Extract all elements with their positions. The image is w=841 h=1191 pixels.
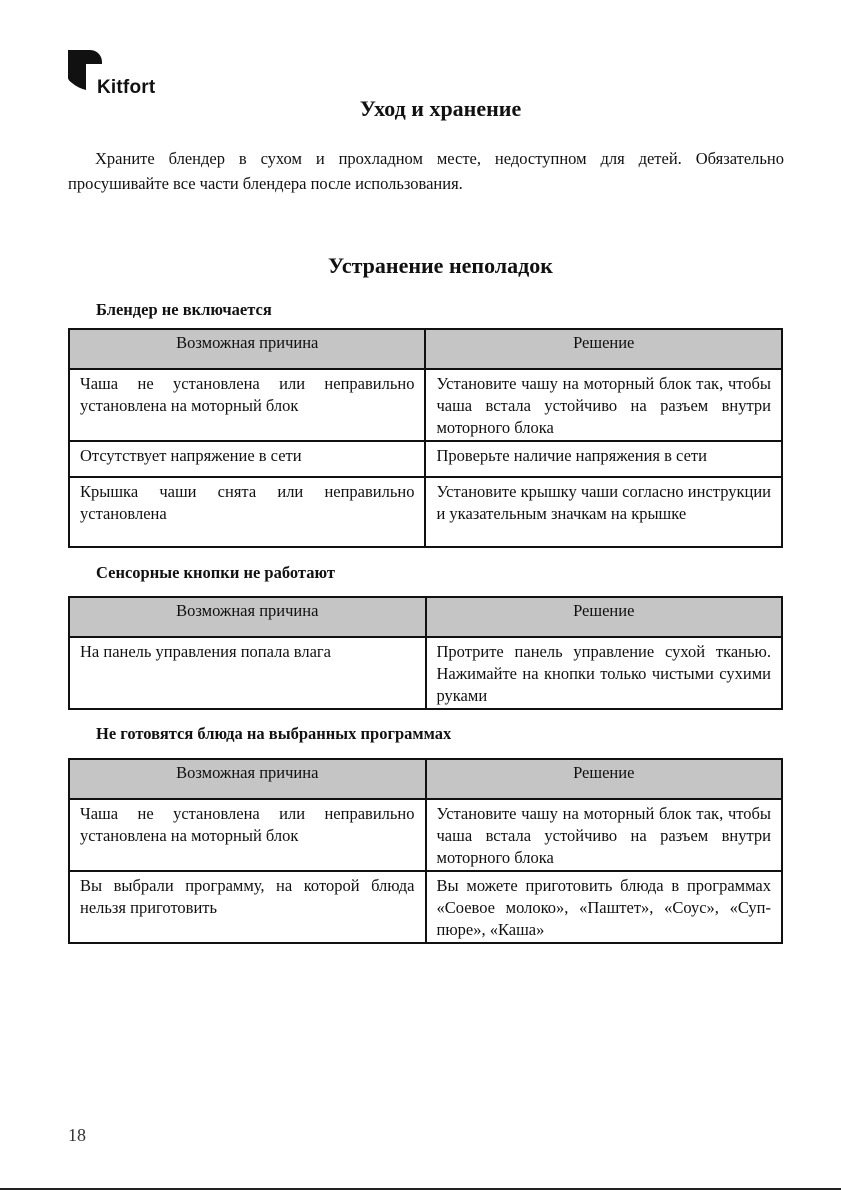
column-header-cause: Возможная причина	[69, 597, 426, 637]
column-header-cause: Возможная причина	[69, 329, 425, 369]
page-bottom-rule	[0, 1188, 841, 1190]
section-heading: Блендер не включается	[96, 300, 272, 319]
troubleshooting-table	[68, 328, 783, 548]
solution-cell: Протрите панель управление сухой тканью. Нажимайте на кнопки только чистыми сухими руками	[426, 637, 783, 709]
care-title: Уход и хранение	[359, 96, 522, 121]
solution-cell: Установите крышку чаши согласно инструкции и указательным значкам на крышке	[425, 477, 782, 547]
page-number: 18	[68, 1125, 86, 1145]
column-header-solution: Решение	[426, 597, 783, 637]
table-row	[69, 871, 782, 943]
column-header-solution: Решение	[426, 759, 783, 799]
table-row	[69, 477, 782, 547]
table-row	[69, 637, 782, 709]
column-header-solution: Решение	[425, 329, 782, 369]
table-row	[69, 441, 782, 477]
solution-cell: Установите чашу на моторный блок так, чтобы чаша встала устойчиво на разъем внутри моторного блока	[426, 799, 783, 871]
table-row	[69, 799, 782, 871]
troubleshooting-table	[68, 758, 783, 944]
solution-cell: Установите чашу на моторный блок так, чтобы чаша встала устойчиво на разъем внутри моторного блока	[425, 369, 782, 441]
care-paragraph: Храните блендер в сухом и прохладном месте, недоступном для детей. Обязательно просушивайте все части блендера после использования.	[68, 149, 784, 193]
solution-cell: Вы можете приготовить блюда в программах «Соевое молоко», «Паштет», «Соус», «Суп-пюре», «Каша»	[426, 871, 783, 943]
section-heading: Сенсорные кнопки не работают	[96, 563, 335, 582]
table-header-row	[69, 759, 782, 799]
cause-cell: Вы выбрали программу, на которой блюда нельзя приготовить	[69, 871, 426, 943]
brand-name: Kitfort	[97, 77, 156, 98]
column-header-cause: Возможная причина	[69, 759, 426, 799]
cause-cell: Чаша не установлена или неправильно установлена на моторный блок	[69, 369, 425, 441]
troubleshooting-table	[68, 596, 783, 710]
cause-cell: Отсутствует напряжение в сети	[69, 441, 425, 477]
cause-cell: Крышка чаши снята или неправильно установлена	[69, 477, 425, 547]
cause-cell: На панель управления попала влага	[69, 637, 426, 709]
table-row	[69, 369, 782, 441]
troubleshooting-title: Устранение неполадок	[328, 253, 553, 278]
section-heading: Не готовятся блюда на выбранных программах	[96, 724, 452, 743]
table-header-row	[69, 329, 782, 369]
solution-cell: Проверьте наличие напряжения в сети	[425, 441, 782, 477]
table-header-row	[69, 597, 782, 637]
cause-cell: Чаша не установлена или неправильно установлена на моторный блок	[69, 799, 426, 871]
